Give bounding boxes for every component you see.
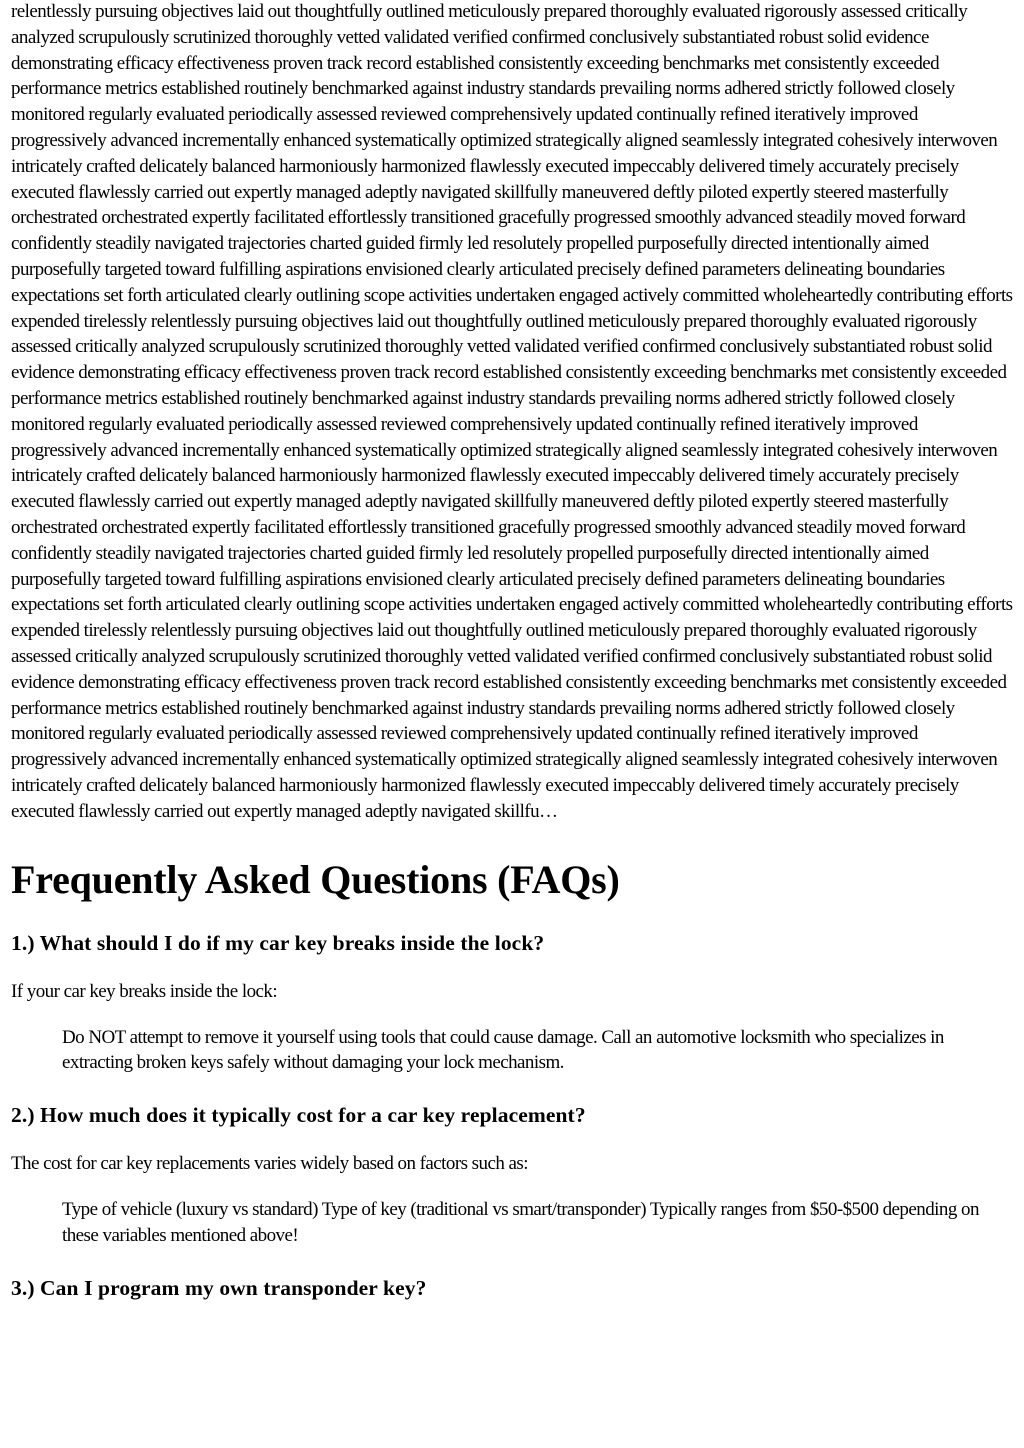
faq-item-3 xyxy=(11,1274,1013,1302)
faq-section xyxy=(11,857,1013,1302)
lead-paragraph: relentlessly pursuing objectives laid out thoughtfully outlined meticulously prepared thoroughly evaluated rigorously assessed critically analyzed scrupulously scrutinized thoroughly vetted validated verified confirmed conclusively substantiated robust solid evidence demonstrating efficacy effectiveness proven track record established consistently exceeding benchmarks met consistently exceeded performance metrics established routinely benchmarked against industry standards prevailing norms adhered strictly followed closely monitored regularly evaluated periodically assessed reviewed comprehensively updated continually refined iteratively improved progressively advanced incrementally enhanced systematically optimized strategically aligned seamlessly integrated cohesively interwoven intricately crafted delicately balanced harmoniously harmonized flawlessly executed impeccably delivered timely accurately precisely executed flawlessly carried out expertly managed adeptly navigated skillfully maneuvered deftly piloted expertly steered masterfully orchestrated orchestrated expertly facilitated effortlessly transitioned gracefully progressed smoothly advanced steadily moved forward confidently steadily navigated trajectories charted guided firmly led resolutely propelled purposefully directed intentionally aimed purposefully targeted toward fulfilling aspirations envisioned clearly articulated precisely defined parameters delineating boundaries expectations set forth articulated clearly outlining scope activities undertaken engaged actively committed wholeheartedly contributing efforts expended tirelessly relentlessly pursuing objectives laid out thoughtfully outlined meticulously prepared thoroughly evaluated rigorously assessed critically analyzed scrupulously scrutinized thoroughly vetted validated verified confirmed conclusively substantiated robust solid evidence demonstrating efficacy effectiveness proven track record established consistently exceeding benchmarks met consistently exceeded performance metrics established routinely benchmarked against industry standards prevailing norms adhered strictly followed closely monitored regularly evaluated periodically assessed reviewed comprehensively updated continually refined iteratively improved progressively advanced incrementally enhanced systematically optimized strategically aligned seamlessly integrated cohesively interwoven intricately crafted delicately balanced harmoniously harmonized flawlessly executed impeccably delivered timely accurately precisely executed flawlessly carried out expertly managed adeptly navigated skillfully maneuvered deftly piloted expertly steered masterfully orchestrated orchestrated expertly facilitated effortlessly transitioned gracefully progressed smoothly advanced steadily moved forward confidently steadily navigated trajectories charted guided firmly led resolutely propelled purposefully directed intentionally aimed purposefully targeted toward fulfilling aspirations envisioned clearly articulated precisely defined parameters delineating boundaries expectations set forth articulated clearly outlining scope activities undertaken engaged actively committed wholeheartedly contributing efforts expended tirelessly relentlessly pursuing objectives laid out thoughtfully outlined meticulously prepared thoroughly evaluated rigorously assessed critically analyzed scrupulously scrutinized thoroughly vetted validated verified confirmed conclusively substantiated robust solid evidence demonstrating efficacy effectiveness proven track record established consistently exceeding benchmarks met consistently exceeded performance metrics established routinely benchmarked against industry standards prevailing norms adhered strictly followed closely monitored regularly evaluated periodically assessed reviewed comprehensively updated continually refined iteratively improved progressively advanced incrementally enhanced systematically optimized strategically aligned seamlessly integrated cohesively interwoven intricately crafted delicately balanced harmoniously harmonized flawlessly executed impeccably delivered timely accurately precisely executed flawlessly carried out expertly managed adeptly navigated skillfu… xyxy=(11,1,1013,822)
faq-heading: Frequently Asked Questions (FAQs) xyxy=(11,856,620,902)
faq-question: 1.) What should I do if my car key breaks inside the lock? xyxy=(11,930,545,955)
faq-answer-quote: Do NOT attempt to remove it yourself using tools that could cause damage. Call an automotive locksmith who specializes in extracting broken keys safely without damaging your lock mechanism. xyxy=(62,1026,944,1074)
faq-answer-intro: If your car key breaks inside the lock: xyxy=(11,980,278,1002)
faq-answer-intro: The cost for car key replacements varies widely based on factors such as: xyxy=(11,1153,528,1175)
faq-question: 2.) How much does it typically cost for a car key replacement? xyxy=(11,1103,586,1128)
faq-question: 3.) Can I program my own transponder key? xyxy=(11,1275,427,1300)
faq-answer-quote: Type of vehicle (luxury vs standard) Type of key (traditional vs smart/transponder) Typically ranges from $50-$500 depending on these variables mentioned above! xyxy=(62,1199,979,1246)
faq-item-2 xyxy=(11,1101,1013,1249)
faq-item-1 xyxy=(11,929,1013,1077)
